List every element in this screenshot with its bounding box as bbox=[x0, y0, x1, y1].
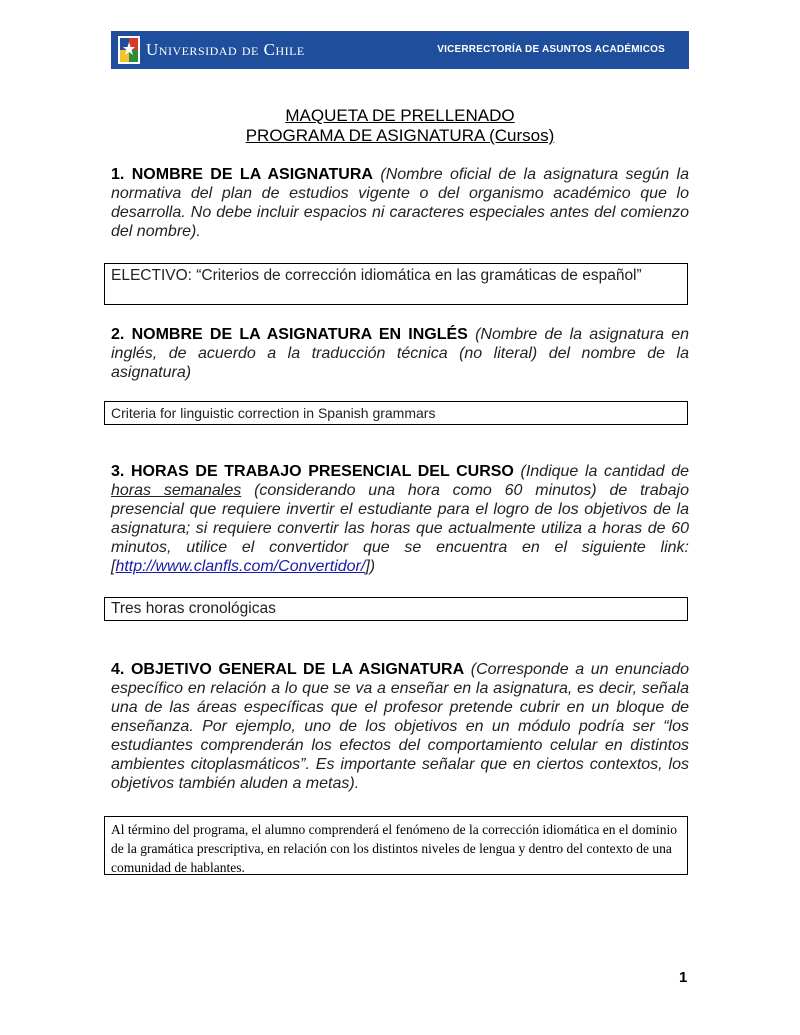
section-2-answer-box bbox=[104, 401, 688, 425]
section-2-description: (Nombre de la asignatura en inglés, de acuerdo a la traducción técnica (no literal) del nombre de la asignatura) bbox=[111, 326, 689, 381]
section-3-underlined-hours: horas semanales bbox=[111, 482, 242, 499]
section-3-description-b: (considerando una hora como 60 minutos) de trabajo presencial que requiere invertir el estudiante para el logro de los objetivos de la asignatura; si requiere convertir las horas que actualmente utiliza a horas de 60 minutos, utilice el convertidor que se encuentra en el siguiente link: [ bbox=[111, 482, 690, 575]
section-3-answer: Tres horas cronológicas bbox=[111, 600, 276, 617]
page-title-line1: MAQUETA DE PRELLENADO bbox=[285, 106, 515, 125]
section-1-answer: ELECTIVO: “Criterios de corrección idiomática en las gramáticas de español” bbox=[111, 267, 642, 284]
section-2 bbox=[111, 325, 689, 382]
section-2-answer: Criteria for linguistic correction in Spanish grammars bbox=[111, 405, 436, 421]
section-3-heading: 3. HORAS DE TRABAJO PRESENCIAL DEL CURSO bbox=[111, 463, 514, 480]
section-4-description: (Corresponde a un enunciado específico en relación a lo que se va a enseñar en la asignatura, es decir, señala una de las áreas específicas que el profesor pretende cubrir en un bloque de enseñanza. Por ejemplo, uno de los objetivos en un módulo podría ser “los estudiantes comprenderán los efectos del comportamiento celular en distintos ambientes citoplasmáticos”. Es importante señalar que en ciertos contextos, los objetivos también aluden a metas). bbox=[111, 661, 689, 792]
section-4 bbox=[111, 660, 689, 793]
section-4-heading: 4. OBJETIVO GENERAL DE LA ASIGNATURA bbox=[111, 661, 465, 678]
section-3-description-c: ]) bbox=[365, 558, 376, 575]
section-4-answer: Al término del programa, el alumno comprenderá el fenómeno de la corrección idiomática en el dominio de la gramática prescriptiva, en relación con los distintos niveles de lengua y dentro del contexto de una comunidad de hablantes. bbox=[111, 822, 678, 875]
header-banner bbox=[111, 31, 689, 69]
convertidor-link[interactable]: http://www.clanfls.com/Convertidor/ bbox=[115, 558, 366, 575]
section-1-answer-box bbox=[104, 263, 688, 305]
page-title-line2: PROGRAMA DE ASIGNATURA (Cursos) bbox=[245, 126, 555, 145]
section-2-heading: 2. NOMBRE DE LA ASIGNATURA EN INGLÉS bbox=[111, 326, 468, 343]
section-3-answer-box bbox=[104, 597, 688, 621]
section-1-heading: 1. NOMBRE DE LA ASIGNATURA bbox=[111, 166, 373, 183]
university-name: Universidad de Chile bbox=[146, 40, 305, 59]
section-4-answer-box bbox=[104, 816, 688, 875]
university-seal-icon bbox=[118, 36, 140, 64]
page-number: 1 bbox=[679, 969, 688, 986]
section-1 bbox=[111, 165, 689, 241]
section-3 bbox=[111, 462, 689, 576]
section-1-description: (Nombre oficial de la asignatura según la normativa del plan de estudios vigente o del organismo académico que lo desarrolla. No debe incluir espacios ni caracteres especiales antes del comienzo del nombre). bbox=[111, 166, 690, 240]
section-3-description-a: (Indique la cantidad de bbox=[520, 463, 689, 480]
vicerrectoria-label: VICERRECTORÍA DE ASUNTOS ACADÉMICOS bbox=[437, 44, 665, 55]
